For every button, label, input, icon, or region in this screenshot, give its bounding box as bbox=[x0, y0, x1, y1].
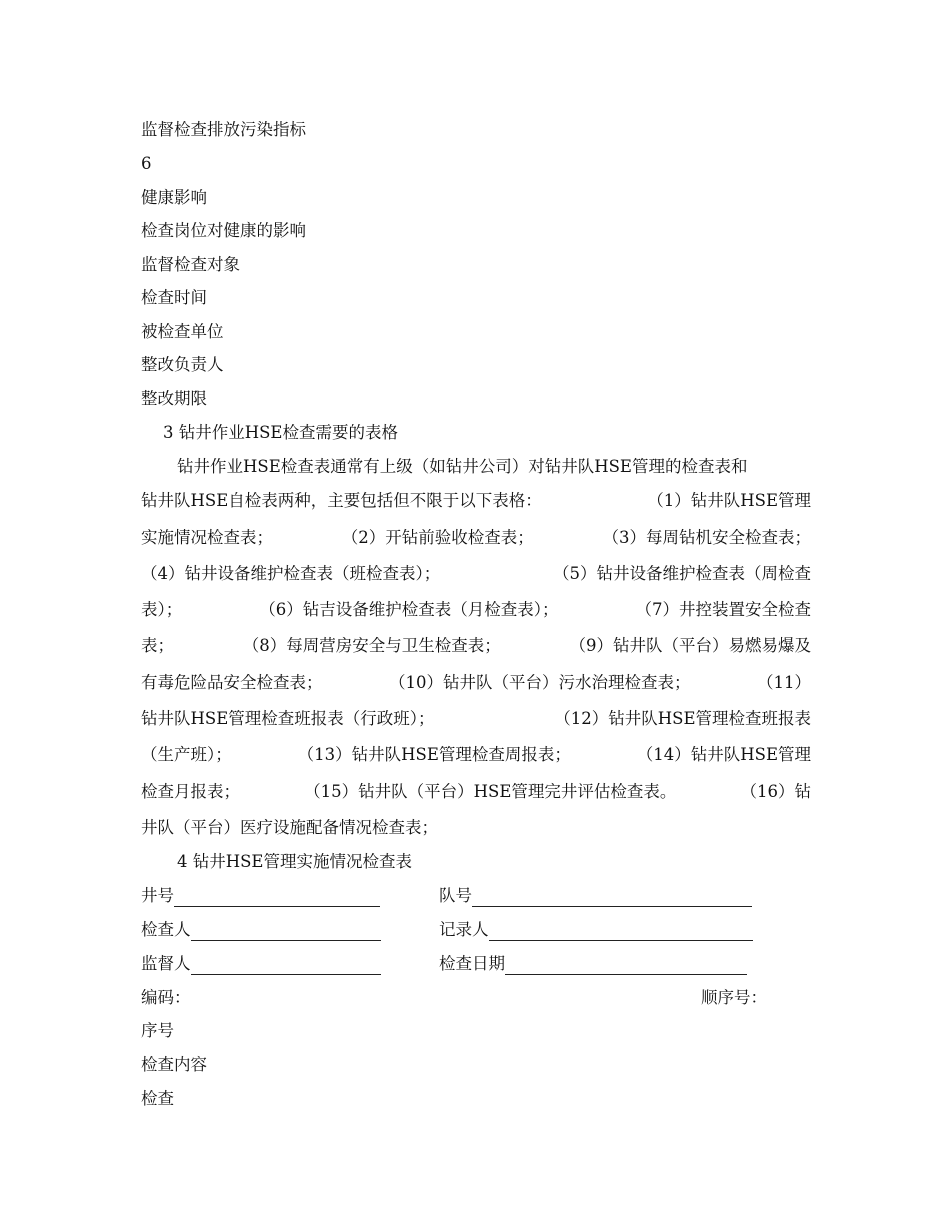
paragraph-segment: （12）钻井队HSE管理检查班报表 bbox=[554, 709, 811, 728]
sequence-label: 顺序号： bbox=[701, 988, 767, 1007]
paragraph-segment: （15）钻井队（平台）HSE管理完井评估检查表。 bbox=[304, 782, 677, 801]
code-label: 编码： bbox=[141, 988, 191, 1007]
paragraph-segment: （8）每周营房安全与卫生检查表； bbox=[242, 636, 501, 655]
paragraph-segment: （6）钻吉设备维护检查表（月检查表）； bbox=[259, 600, 559, 619]
form-row bbox=[141, 953, 381, 975]
field-label: 队号 bbox=[439, 886, 472, 905]
paragraph-segment: （10）钻井队（平台）污水治理检查表； bbox=[389, 673, 691, 692]
fill-in-blank bbox=[191, 956, 381, 975]
paragraph-segment: 实施情况检查表； bbox=[141, 528, 273, 547]
fill-in-blank bbox=[489, 922, 753, 941]
paragraph-line bbox=[141, 744, 811, 766]
paragraph-segment: （13）钻井队HSE管理检查周报表； bbox=[297, 745, 571, 764]
paragraph-segment: （5）钻井设备维护检查表（周检查 bbox=[553, 564, 811, 583]
fill-in-blank bbox=[472, 888, 752, 907]
field-label: 检查人 bbox=[141, 920, 191, 939]
paragraph-segment: （2）开钻前验收检查表； bbox=[341, 528, 534, 547]
paragraph-line bbox=[141, 527, 811, 549]
table-header: 序号 bbox=[141, 1021, 174, 1040]
doc-line: 监督检查对象 bbox=[141, 255, 240, 274]
fill-in-blank bbox=[174, 888, 380, 907]
paragraph-segment: 钻井队HSE管理检查班报表（行政班）； bbox=[141, 709, 435, 728]
paragraph-segment: （1）钻井队HSE管理 bbox=[647, 491, 811, 510]
form-row bbox=[439, 885, 752, 907]
doc-line: 被检查单位 bbox=[141, 322, 224, 341]
fill-in-blank bbox=[505, 956, 747, 975]
paragraph-segment: （9）钻井队（平台）易燃易爆及 bbox=[569, 636, 811, 655]
field-label: 井号 bbox=[141, 886, 174, 905]
paragraph-line bbox=[177, 456, 811, 478]
paragraph-line bbox=[141, 599, 811, 621]
doc-line: 整改期限 bbox=[141, 389, 207, 408]
paragraph-segment: （生产班）； bbox=[141, 745, 232, 764]
doc-line: 检查时间 bbox=[141, 288, 207, 307]
field-label: 记录人 bbox=[439, 920, 489, 939]
paragraph-line bbox=[141, 708, 811, 730]
paragraph-line bbox=[141, 563, 811, 585]
form-row bbox=[141, 919, 381, 941]
paragraph-line bbox=[141, 635, 811, 657]
doc-line: 健康影响 bbox=[141, 188, 207, 207]
form-row bbox=[141, 885, 380, 907]
field-label: 检查日期 bbox=[439, 954, 505, 973]
paragraph-segment: 表）； bbox=[141, 600, 183, 619]
form-row bbox=[439, 919, 753, 941]
form-row bbox=[439, 953, 747, 975]
paragraph-segment: （16）钻 bbox=[740, 782, 811, 801]
paragraph-segment: 有毒危险品安全检查表； bbox=[141, 673, 323, 692]
paragraph-segment: （11） bbox=[757, 673, 811, 692]
paragraph-segment: 表； bbox=[141, 636, 174, 655]
paragraph-segment: 钻井队HSE自检表两种，主要包括但不限于以下表格： bbox=[141, 491, 542, 510]
paragraph-line bbox=[141, 781, 811, 803]
paragraph-segment: （3）每周钻机安全检查表； bbox=[602, 528, 811, 547]
paragraph-segment: 检查月报表； bbox=[141, 782, 240, 801]
doc-line: 整改负责人 bbox=[141, 355, 224, 374]
doc-line: 检查岗位对健康的影响 bbox=[141, 221, 306, 240]
paragraph-segment: 钻井作业HSE检查表通常有上级（如钻井公司）对钻井队HSE管理的检查表和 bbox=[177, 457, 748, 476]
paragraph-segment: （7）井控装置安全检查 bbox=[635, 600, 811, 619]
paragraph-line bbox=[141, 672, 811, 694]
section-heading: 4 钻井HSE管理实施情况检查表 bbox=[177, 852, 412, 871]
fill-in-blank bbox=[191, 922, 381, 941]
table-header: 检查内容 bbox=[141, 1055, 207, 1074]
paragraph-segment: （4）钻井设备维护检查表（班检查表）； bbox=[141, 564, 441, 583]
paragraph-segment: （14）钻井队HSE管理 bbox=[636, 745, 811, 764]
doc-line: 6 bbox=[141, 154, 152, 173]
paragraph-line: 井队（平台）医疗设施配备情况检查表； bbox=[141, 818, 438, 837]
field-label: 监督人 bbox=[141, 954, 191, 973]
doc-line: 监督检查排放污染指标 bbox=[141, 120, 306, 139]
paragraph-line bbox=[141, 490, 811, 512]
table-header: 检查 bbox=[141, 1089, 174, 1108]
section-heading: 3 钻井作业HSE检查需要的表格 bbox=[163, 423, 398, 442]
